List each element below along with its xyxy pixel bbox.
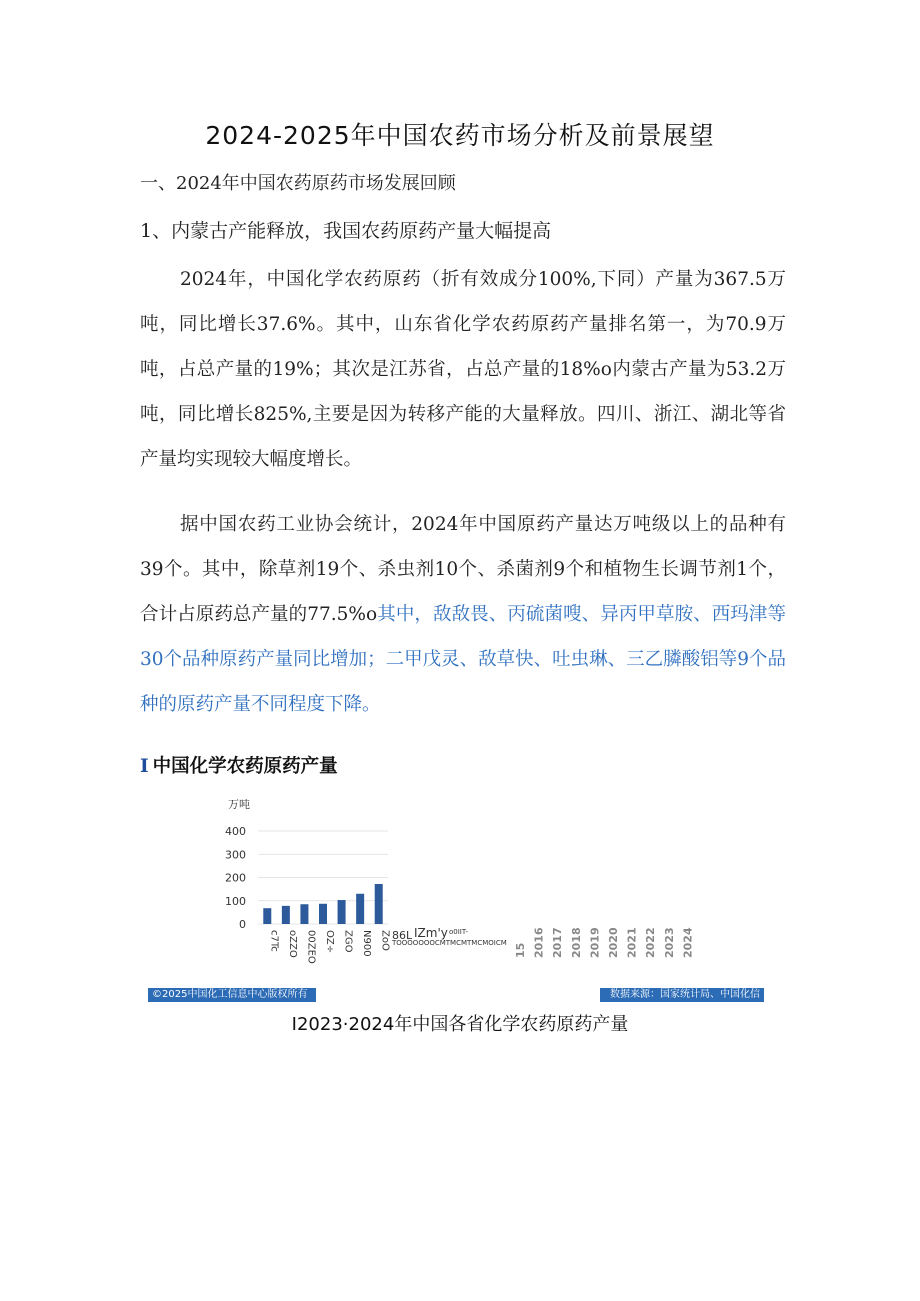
y-tick-label: 100 (225, 894, 246, 908)
x-tick-label: OZ÷ (324, 930, 335, 954)
bar (282, 906, 290, 924)
bar (375, 884, 383, 924)
x-tick-label: 00ZEO (305, 930, 317, 964)
data-source-bar: 数据来源：国家统计局、中国化信 (600, 988, 764, 1002)
year-label: 2018 (569, 927, 583, 958)
year-label: 2017 (551, 927, 565, 958)
paragraph-production-overview: 2024年，中国化学农药原药（折有效成分100%,下同）产量为367.5万吨，同比增长37.6%。其中，山东省化学农药原药产量排名第一，为70.9万吨，占总产量的19%；其次是江苏省，占总产量的18%o内蒙古产量为53.2万吨，同比增长825%,主要是因为转移产能的大量释放。四川、浙江、湖北等省产量均实现较大幅度增长。 (140, 269, 786, 470)
document-title: 2024-2025年中国农药市场分析及前景展望 (205, 121, 715, 150)
bar (263, 908, 271, 924)
year-label: 2020 (607, 927, 620, 958)
garbled-label-1: 86L (392, 929, 413, 942)
figure2-heading: I2023·2024年中国各省化学农药原药产量 (291, 1014, 629, 1035)
copyright-bar: ©2025中国化工信息中心版权所有 (148, 988, 316, 1002)
x-tick-label: oZZO (286, 930, 298, 958)
year-label: 2021 (625, 927, 639, 958)
bar (338, 900, 346, 924)
year-label: 2022 (644, 927, 658, 958)
year-label: 2016 (532, 927, 546, 958)
figure1-heading (140, 752, 338, 778)
year-label: 15 (514, 942, 527, 958)
garbled-label-3: o0IIT- (449, 928, 469, 936)
subsection-heading: 1、内蒙古产能释放，我国农药原药产量大幅提高 (140, 220, 552, 242)
section-heading: 一、2024年中国农药原药市场发展回顾 (140, 173, 456, 194)
y-tick-label: 200 (225, 871, 246, 885)
y-tick-label: 300 (225, 848, 246, 862)
figure1-heading-marker: I (140, 756, 149, 777)
production-bar-chart (140, 790, 780, 980)
year-label: 2019 (588, 927, 602, 958)
bar (356, 894, 364, 924)
figure1-heading-text: 中国化学农药原药产量 (152, 756, 338, 777)
garbled-label-4: TOOOOOOOCMTMCMTMCMOICM (392, 939, 507, 947)
year-label: 2024 (681, 927, 695, 958)
x-tick-label: ZGO (342, 930, 354, 953)
x-tick-label: ZoO (379, 930, 391, 951)
x-tick-label: c7Tc (268, 930, 280, 952)
paragraph-variety-blue-text: 其中，敌敌畏、丙硫菌嗖、异丙甲草胺、西玛津等30个品种原药产量同比增加；二甲戊灵、敌草快、吐虫琳、三乙膦酸铝等9个品种的原药产量不同程度下降。 (140, 604, 786, 715)
paragraph-variety-black-text: 据中国农药工业协会统计，2024年中国原药产量达万吨级以上的品种有39个。其中，除草剂19个、杀虫剂10个、杀菌剂9个和植物生长调节剂1个，合计占原药总产量的77.5%o (140, 514, 786, 625)
y-tick-label: 0 (239, 918, 246, 931)
bar (300, 904, 308, 924)
y-tick-label: 400 (225, 825, 246, 838)
x-tick-label: N900 (361, 930, 373, 957)
paragraph-variety-statistics (140, 502, 786, 727)
bar (319, 904, 327, 924)
garbled-label-2: IZm'y (414, 926, 448, 940)
year-label: 2023 (662, 927, 676, 958)
y-axis-label: 万吨 (228, 798, 250, 811)
